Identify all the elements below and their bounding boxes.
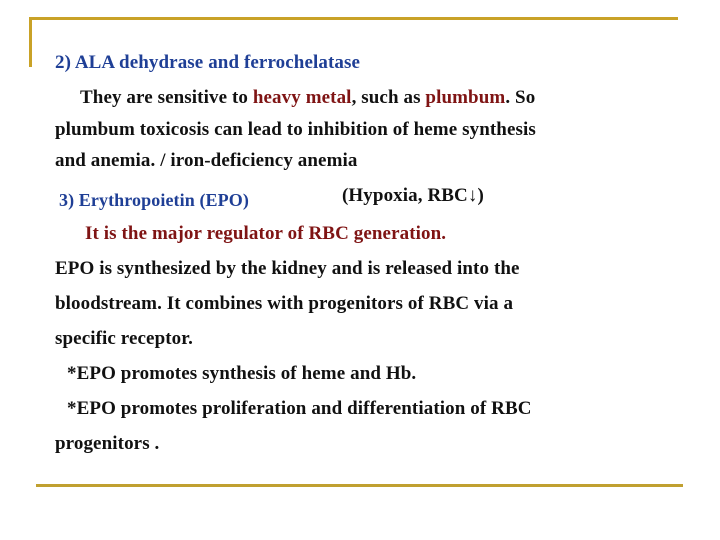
- emphasis-text: It is the major regulator of RBC generation.: [85, 223, 447, 244]
- hypoxia-note: [342, 185, 484, 207]
- bullet-text: *EPO promotes synthesis of heme and Hb.: [67, 363, 417, 384]
- heading-erythropoietin: [59, 189, 249, 212]
- heading-text: 2) ALA dehydrase and ferrochelatase: [55, 52, 361, 73]
- paragraph-heavy-metal-line: [80, 87, 535, 109]
- hypoxia-text: (Hypoxia, RBC↓): [342, 185, 484, 206]
- text-segment: plumbum toxicosis can lead to inhibition of heme synthesis: [55, 119, 536, 140]
- bullet-heme-synthesis: [67, 363, 416, 385]
- bullet-text: *EPO promotes proliferation and differentiation of RBC: [67, 398, 532, 419]
- paragraph-anemia-line: [55, 150, 358, 172]
- text-segment: bloodstream. It combines with progenitors of RBC via a: [55, 293, 514, 314]
- paragraph-kidney-line: [55, 258, 520, 280]
- bullet-proliferation: [67, 398, 532, 420]
- paragraph-receptor-line: [55, 328, 193, 350]
- paragraph-toxicosis-line: [55, 119, 536, 141]
- epo-major-regulator-line: [85, 223, 446, 245]
- heading-text: 3) Erythropoietin (EPO): [59, 190, 249, 210]
- heading-ala-dehydrase: [55, 52, 360, 74]
- text-segment: They are sensitive to: [80, 87, 253, 108]
- bullet-text: progenitors .: [55, 433, 160, 454]
- text-segment: specific receptor.: [55, 328, 193, 349]
- bottom-decorative-rule: [36, 484, 683, 487]
- emphasis-plumbum: plumbum: [425, 87, 506, 108]
- text-segment: EPO is synthesized by the kidney and is released into the: [55, 258, 520, 279]
- text-segment: and anemia. / iron-deficiency anemia: [55, 150, 358, 171]
- top-decorative-rule: [29, 17, 678, 20]
- emphasis-heavy-metal: heavy metal: [252, 87, 352, 108]
- text-segment: , such as: [351, 87, 426, 108]
- text-segment: . So: [505, 87, 536, 108]
- bullet-proliferation-continued: [55, 433, 159, 455]
- left-decorative-rule: [29, 17, 32, 67]
- paragraph-bloodstream-line: [55, 293, 513, 315]
